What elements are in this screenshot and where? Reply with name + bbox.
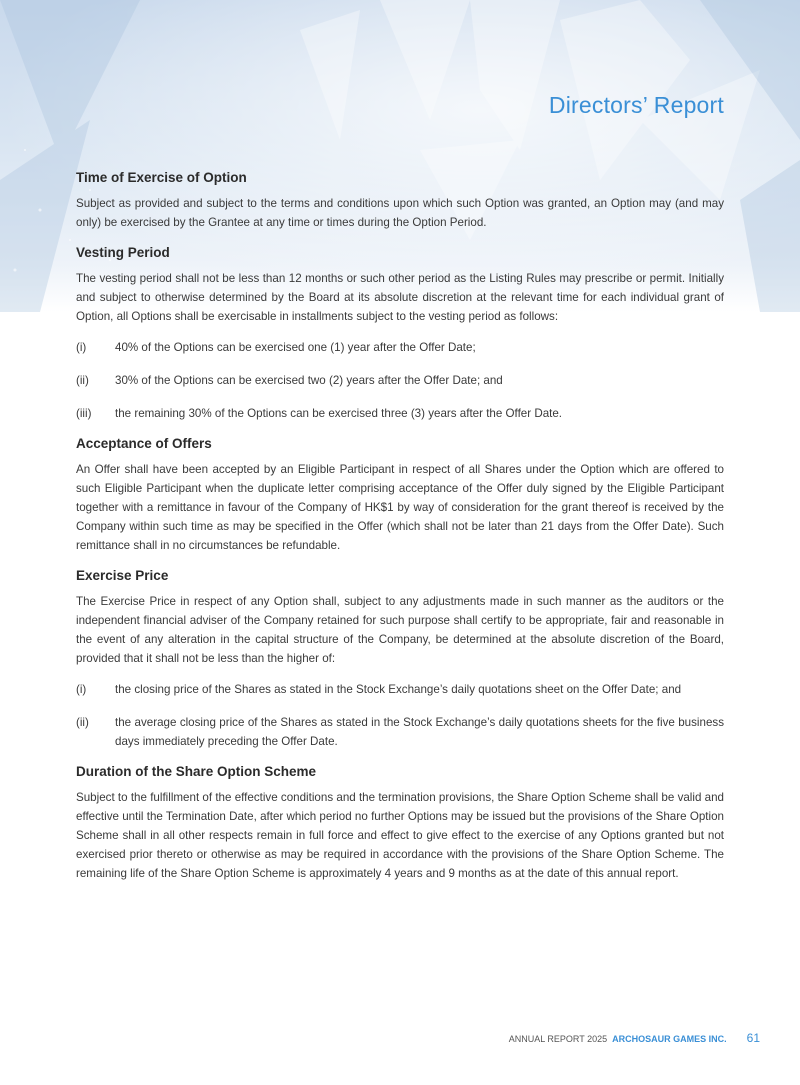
list-item-text: the remaining 30% of the Options can be exercised three (3) years after the Offer Date. — [115, 407, 563, 420]
section-heading: Duration of the Share Option Scheme — [76, 764, 317, 779]
section-vesting-period — [76, 243, 724, 423]
section-paragraph: Subject as provided and subject to the terms and conditions upon which such Option was granted, an Option may (and may only) be exercised by the Grantee at any time or times during the Option Period. — [76, 197, 724, 229]
section-heading: Acceptance of Offers — [76, 436, 212, 451]
section-duration — [76, 762, 724, 883]
section-exercise-price — [76, 566, 724, 751]
section-paragraph: An Offer shall have been accepted by an Eligible Participant in respect of all Shares under the Option which are offered to such Eligible Participant when the duplicate letter comprising acceptance of the Offer duly signed by the Eligible Participant together with a remittance in favour of the Company of HK$1 by way of consideration for the grant thereof is received by the Company within such time as may be specified in the Offer (which shall not be later than 21 days from the Offer Date). Such remittance shall in no circumstances be refundable. — [76, 463, 724, 552]
list-item-text: 40% of the Options can be exercised one (1) year after the Offer Date; — [115, 341, 476, 354]
list-item-number: (ii) — [76, 374, 89, 387]
list-item — [76, 713, 724, 751]
list-item-number: (iii) — [76, 407, 92, 420]
report-content — [76, 168, 724, 894]
list-item-number: (i) — [76, 683, 87, 696]
list-item-text: 30% of the Options can be exercised two (2) years after the Offer Date; and — [115, 374, 503, 387]
footer-report-label: ANNUAL REPORT 2025 — [508, 1034, 608, 1044]
section-paragraph: The Exercise Price in respect of any Option shall, subject to any adjustments made in such manner as the auditors or the independent financial adviser of the Company retained for such purpose shall certify to be appropriate, fair and reasonable in the event of any alteration in the capital structure of the Company, be determined at the absolute discretion of the Board, provided that it shall not be less than the higher of: — [76, 595, 724, 665]
list-item — [76, 338, 724, 357]
section-paragraph: Subject to the fulfillment of the effective conditions and the termination provisions, the Share Option Scheme shall be valid and effective until the Termination Date, after which period no further Options may be issued but the provisions of the Share Option Scheme shall in all other respects remain in full force and effect to give effect to the exercise of any Options granted but not exercised prior thereto or otherwise as may be required in accordance with the provisions of the Share Option Scheme. The remaining life of the Share Option Scheme is approximately 4 years and 9 months as at the date of this annual report. — [76, 791, 724, 880]
list-item — [76, 404, 724, 423]
list-item-text: the closing price of the Shares as stated in the Stock Exchange’s daily quotations sheet on the Offer Date; and — [115, 683, 682, 696]
section-acceptance-of-offers — [76, 434, 724, 555]
section-time-of-exercise — [76, 168, 724, 232]
page-footer — [509, 1031, 760, 1045]
exercise-price-list — [76, 680, 724, 751]
list-item-number: (ii) — [76, 716, 89, 729]
list-item-number: (i) — [76, 341, 87, 354]
list-item — [76, 371, 724, 390]
section-heading: Exercise Price — [76, 568, 169, 583]
list-item — [76, 680, 724, 699]
list-item-text: the average closing price of the Shares as stated in the Stock Exchange’s daily quotations sheets for the five business days immediately preceding the Offer Date. — [115, 716, 724, 748]
section-paragraph: The vesting period shall not be less than 12 months or such other period as the Listing Rules may prescribe or permit. Initially and subject to otherwise determined by the Board at its absolute discretion at the relevant time for each individual grant of Option, all Options shall be exercisable in installments subject to the vesting period as follows: — [76, 272, 724, 323]
section-heading: Vesting Period — [76, 245, 170, 260]
page-number: 61 — [746, 1031, 760, 1045]
page-title: Directors’ Report — [548, 92, 724, 118]
section-heading: Time of Exercise of Option — [76, 170, 247, 185]
footer-company-name: ARCHOSAUR GAMES INC. — [612, 1034, 727, 1044]
vesting-list — [76, 338, 724, 423]
